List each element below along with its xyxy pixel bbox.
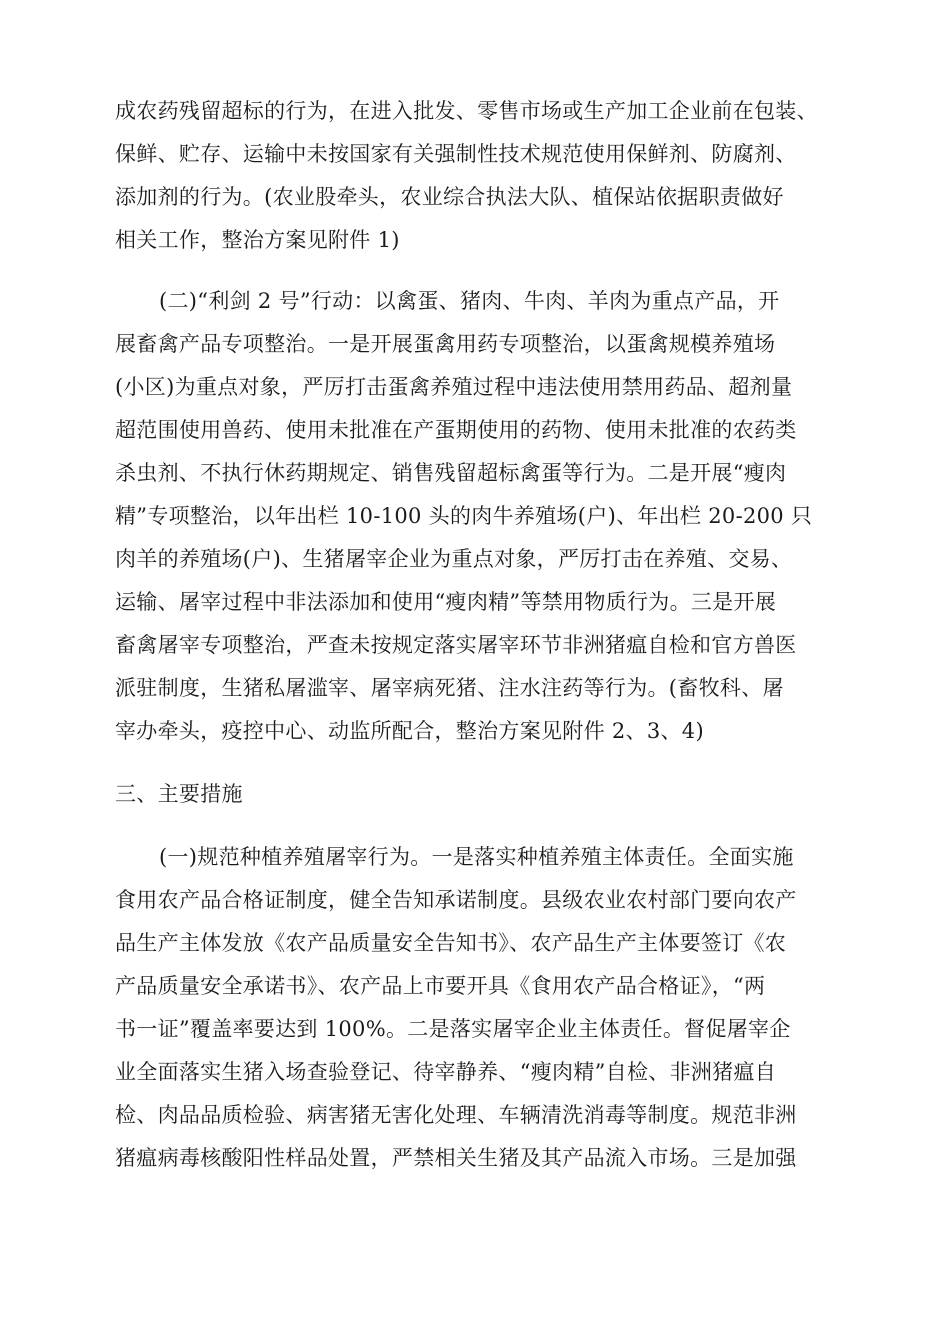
text-line: 检、肉品品质检验、病害猪无害化处理、车辆清洗消毒等制度。规范非洲 — [115, 1103, 797, 1127]
text-line: 超范围使用兽药、使用未批准在产蛋期使用的药物、使用未批准的农药类 — [115, 418, 797, 442]
text-line: (二)“利剑 2 号”行动：以禽蛋、猪肉、牛肉、羊肉为重点产品，开 — [159, 289, 780, 313]
text-line: 运输、屠宰过程中非法添加和使用“瘦肉精”等禁用物质行为。三是开展 — [115, 590, 777, 614]
text-line: (小区)为重点对象，严厉打击蛋禽养殖过程中违法使用禁用药品、超剂量 — [115, 375, 793, 399]
text-line: 添加剂的行为。(农业股牵头，农业综合执法大队、植保站依据职责做好 — [115, 185, 784, 209]
text-line: 相关工作，整治方案见附件 1) — [115, 228, 400, 252]
text-line: 书一证”覆盖率要达到 100%。二是落实屠宰企业主体责任。督促屠宰企 — [115, 1017, 791, 1041]
text-line: 食用农产品合格证制度，健全告知承诺制度。县级农业农村部门要向农产 — [115, 888, 797, 912]
text-line: 杀虫剂、不执行休药期规定、销售残留超标禽蛋等行为。二是开展“瘦肉 — [115, 461, 787, 485]
section-heading: 三、主要措施 — [115, 782, 243, 806]
text-line: 业全面落实生猪入场查验登记、待宰静养、“瘦肉精”自检、非洲猪瘟自 — [115, 1060, 777, 1084]
text-line: 精”专项整治，以年出栏 10-100 头的肉牛养殖场(户)、年出栏 20-200 只 — [115, 504, 813, 528]
text-line: 宰办牵头，疫控中心、动监所配合，整治方案见附件 2、3、4) — [115, 719, 704, 743]
text-line: 展畜禽产品专项整治。一是开展蛋禽用药专项整治，以蛋禽规模养殖场 — [115, 332, 776, 356]
text-line: 产品质量安全承诺书》、农产品上市要开具《食用农产品合格证》，“两 — [115, 974, 766, 998]
text-line: 畜禽屠宰专项整治，严查未按规定落实屠宰环节非洲猪瘟自检和官方兽医 — [115, 633, 797, 657]
text-line: 猪瘟病毒核酸阳性样品处置，严禁相关生猪及其产品流入市场。三是加强 — [115, 1146, 797, 1170]
text-line: 肉羊的养殖场(户)、生猪屠宰企业为重点对象，严厉打击在养殖、交易、 — [115, 547, 793, 571]
text-line: 成农药残留超标的行为，在进入批发、零售市场或生产加工企业前在包装、 — [115, 99, 818, 123]
text-line: 保鲜、贮存、运输中未按国家有关强制性技术规范使用保鲜剂、防腐剂、 — [115, 142, 797, 166]
text-line: 派驻制度，生猪私屠滥宰、屠宰病死猪、注水注药等行为。(畜牧科、屠 — [115, 676, 784, 700]
text-line: (一)规范种植养殖屠宰行为。一是落实种植养殖主体责任。全面实施 — [159, 845, 794, 869]
text-line: 品生产主体发放《农产品质量安全告知书》、农产品生产主体要签订《农 — [115, 931, 787, 955]
